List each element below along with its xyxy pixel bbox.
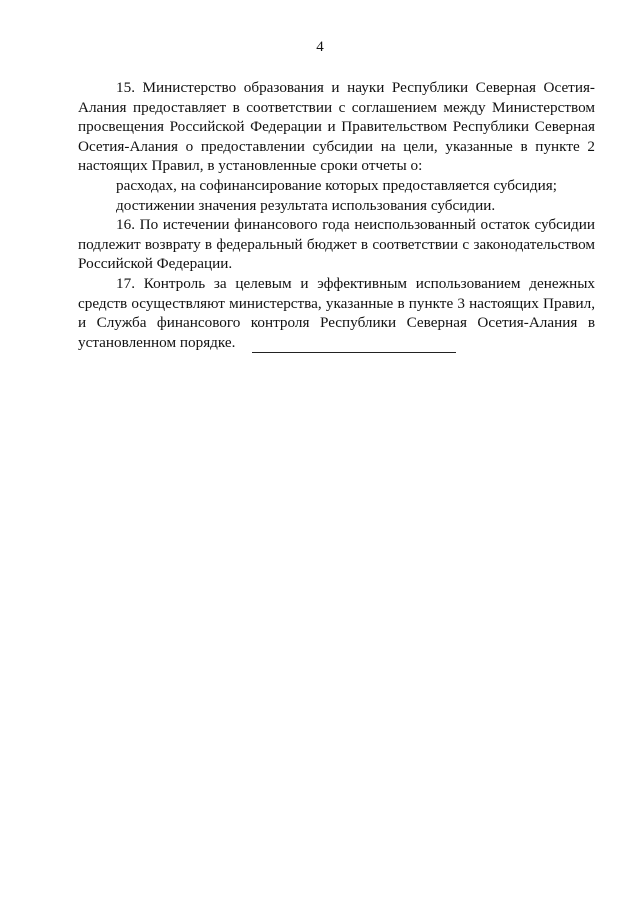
paragraph-15-item-expenses: расходах, на софинансирование которых предоставляется субсидия;	[116, 176, 557, 194]
end-divider-line	[252, 352, 456, 353]
paragraph-17: 17. Контроль за целевым и эффективным использованием денежных средств осуществляют министерства, указанные в пункте 3 настоящих Правил, и Служба финансового контроля Республики Северная Осетия-Алания в установленном порядке.	[78, 274, 595, 351]
paragraph-16: 16. По истечении финансового года неиспользованный остаток субсидии подлежит возврату в федеральный бюджет в соответствии с законодательством Российской Федерации.	[78, 216, 595, 273]
paragraph-15: 15. Министерство образования и науки Республики Северная Осетия-Алания предоставляет в соответствии с соглашением между Министерством просвещения Российской Федерации и Правительством Республики Северная Осетия-Алания о предоставлении субсидии на цели, указанные в пункте 2 настоящих Правил, в установленные сроки отчеты о:	[78, 79, 595, 175]
page-number: 4	[316, 39, 324, 55]
document-body	[78, 78, 595, 352]
paragraph-15-item-result: достижении значения результата использования субсидии.	[116, 196, 496, 214]
